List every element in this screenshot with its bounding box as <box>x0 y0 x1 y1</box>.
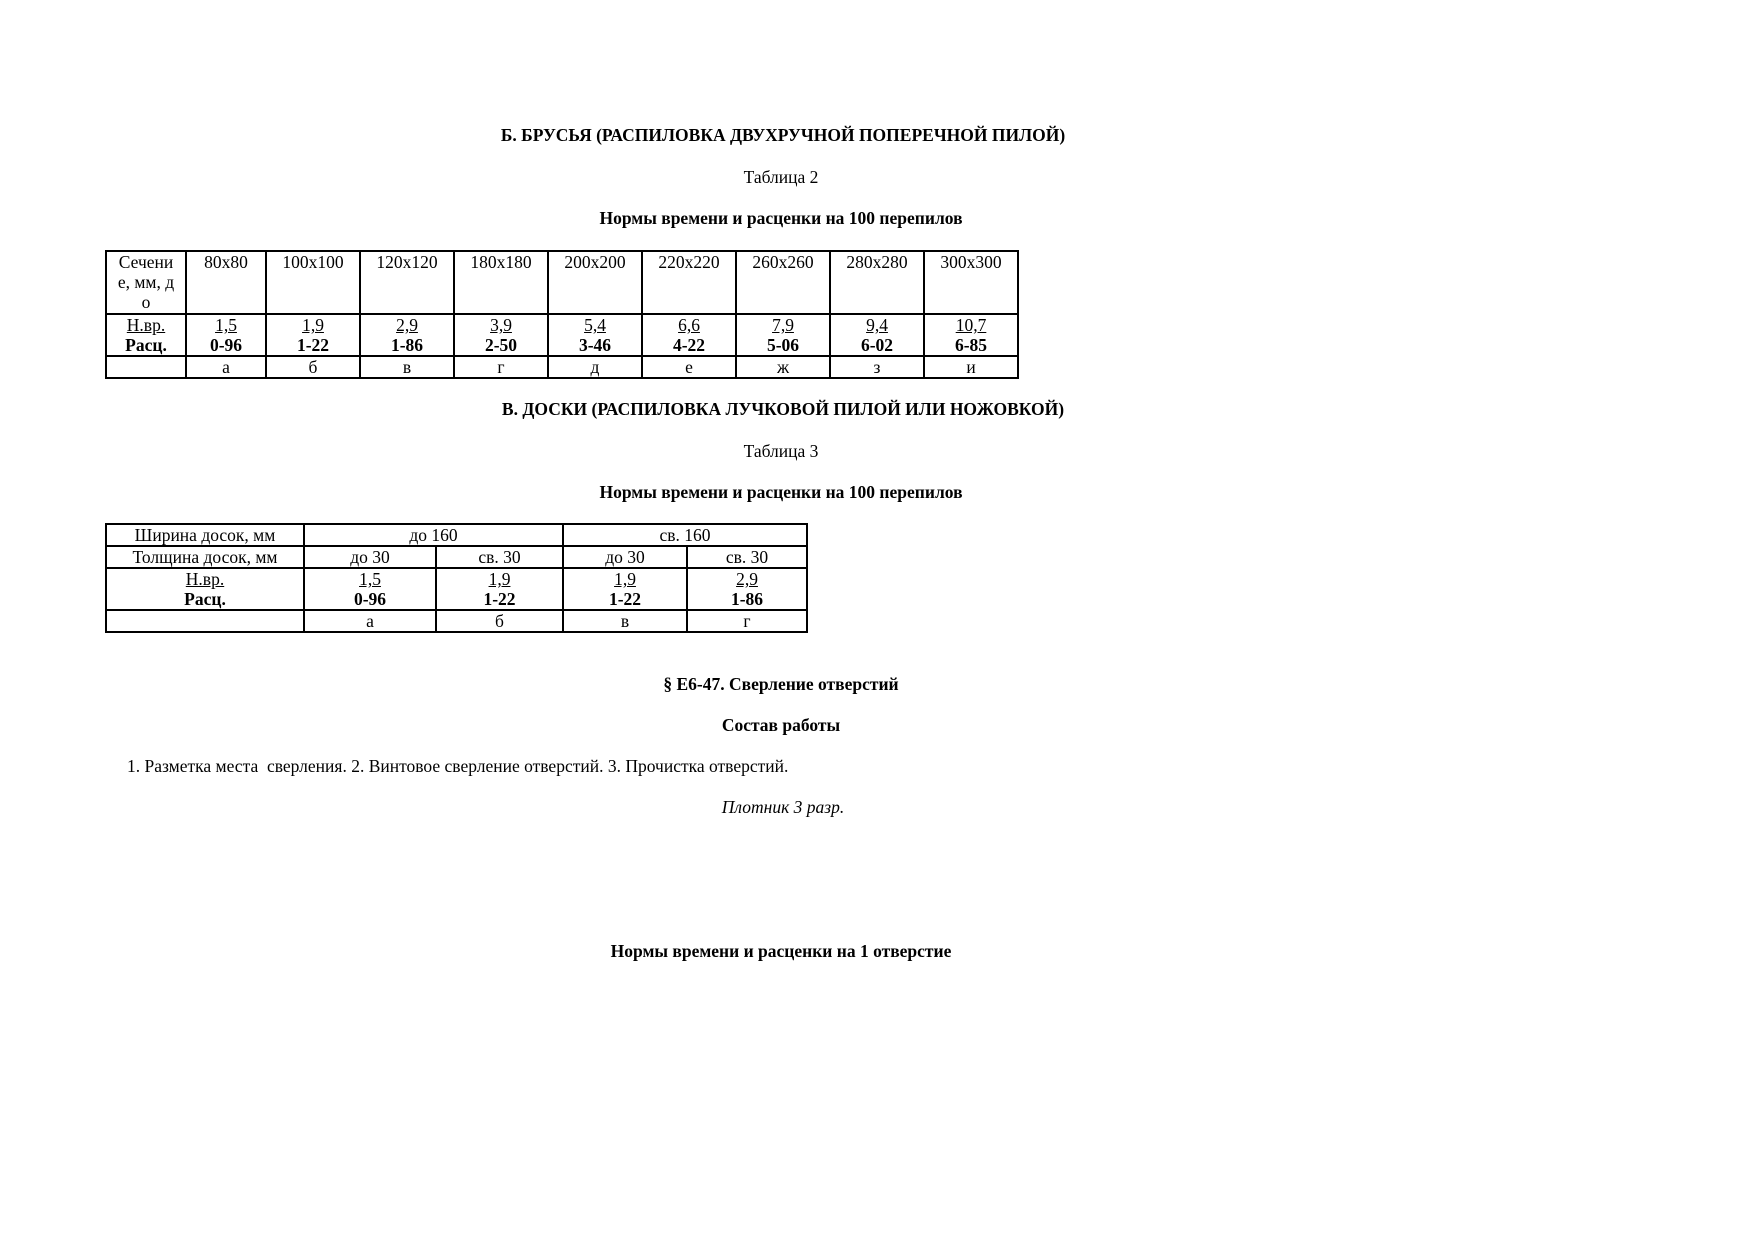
table-2-col-header: 220x220 <box>642 251 736 314</box>
table-3-row-label <box>106 568 304 610</box>
table-2-letter: б <box>266 356 360 378</box>
table-2-col-header: 260x260 <box>736 251 830 314</box>
table-3-caption: Нормы времени и расценки на 100 перепилов <box>599 482 963 502</box>
table-3-width-group: св. 160 <box>563 524 807 546</box>
table-2-letter: в <box>360 356 454 378</box>
table-2-value-cell: 2,9 1-86 <box>360 314 454 356</box>
worker-grade: Плотник 3 разр. <box>721 797 845 817</box>
table-3 <box>105 523 808 633</box>
table-2-value-cell: 10,7 6-85 <box>924 314 1018 356</box>
table-2-letter: д <box>548 356 642 378</box>
table-2-col-header: 180x180 <box>454 251 548 314</box>
table-2-value-cell: 3,9 2-50 <box>454 314 548 356</box>
table-3-values-row <box>106 568 807 610</box>
table-3-letter: в <box>563 610 687 632</box>
table-2-values-row <box>106 314 1018 356</box>
table-2-row-label <box>106 314 186 356</box>
table-2-empty-cell <box>106 356 186 378</box>
section-v-heading: В. ДОСКИ (РАСПИЛОВКА ЛУЧКОВОЙ ПИЛОЙ ИЛИ НОЖОВКОЙ) <box>501 399 1065 419</box>
table-2-letter: и <box>924 356 1018 378</box>
table-3-thickness: до 30 <box>563 546 687 568</box>
table-2-value-cell: 7,9 5-06 <box>736 314 830 356</box>
table-3-thickness-label: Толщина досок, мм <box>106 546 304 568</box>
table-3-value-cell: 1,5 0-96 <box>304 568 436 610</box>
table-2-label: Таблица 2 <box>743 167 819 187</box>
table-2-letter: е <box>642 356 736 378</box>
table-3-thickness: до 30 <box>304 546 436 568</box>
table-2-col-header: 300x300 <box>924 251 1018 314</box>
table-3-value-cell: 1,9 1-22 <box>563 568 687 610</box>
rate-label: Расц. <box>184 589 226 609</box>
table-2-caption: Нормы времени и расценки на 100 перепилов <box>599 208 963 228</box>
table-3-empty-cell <box>106 610 304 632</box>
table-3-letters-row <box>106 610 807 632</box>
table-2-col-header: 120x120 <box>360 251 454 314</box>
table-3-width-label: Ширина досок, мм <box>106 524 304 546</box>
table-3-width-group: до 160 <box>304 524 563 546</box>
work-title: Состав работы <box>721 715 841 735</box>
table-3-letter: б <box>436 610 563 632</box>
table-2-letters-row <box>106 356 1018 378</box>
table-2-header-row <box>106 251 1018 314</box>
norm-label: Н.вр. <box>126 315 166 335</box>
table-2-col-header: 280x280 <box>830 251 924 314</box>
table-2-letter: а <box>186 356 266 378</box>
table-3-value-cell: 2,9 1-86 <box>687 568 807 610</box>
table-2-letter: г <box>454 356 548 378</box>
table-2-value-cell: 6,6 4-22 <box>642 314 736 356</box>
table-2-value-cell: 9,4 6-02 <box>830 314 924 356</box>
rate-label: Расц. <box>125 335 167 355</box>
table-3-width-row <box>106 524 807 546</box>
table-3-letter: а <box>304 610 436 632</box>
table-2-letter: ж <box>736 356 830 378</box>
table-2-col-header: 100x100 <box>266 251 360 314</box>
table-2-col-header: 200x200 <box>548 251 642 314</box>
table-3-label: Таблица 3 <box>743 441 819 461</box>
table-2-value-cell: 5,4 3-46 <box>548 314 642 356</box>
norm-label: Н.вр. <box>185 569 225 589</box>
table-2-value-cell: 1,9 1-22 <box>266 314 360 356</box>
section-b-heading: Б. БРУСЬЯ (РАСПИЛОВКА ДВУХРУЧНОЙ ПОПЕРЕЧНОЙ ПИЛОЙ) <box>500 125 1066 145</box>
table-3-thickness-row <box>106 546 807 568</box>
norms-caption: Нормы времени и расценки на 1 отверстие <box>610 941 952 961</box>
table-3-value-cell: 1,9 1-22 <box>436 568 563 610</box>
table-3-letter: г <box>687 610 807 632</box>
table-2-col-header: 80x80 <box>186 251 266 314</box>
table-2-header-label: Сечение, мм, до <box>106 251 186 314</box>
work-description: 1. Разметка места сверления. 2. Винтовое сверление отверстий. 3. Прочистка отверстий. <box>127 756 789 776</box>
table-2-value-cell: 1,5 0-96 <box>186 314 266 356</box>
section-e647-heading: § Е6-47. Сверление отверстий <box>663 674 899 694</box>
table-3-thickness: св. 30 <box>687 546 807 568</box>
table-2-letter: з <box>830 356 924 378</box>
table-2 <box>105 250 1019 379</box>
table-3-thickness: св. 30 <box>436 546 563 568</box>
